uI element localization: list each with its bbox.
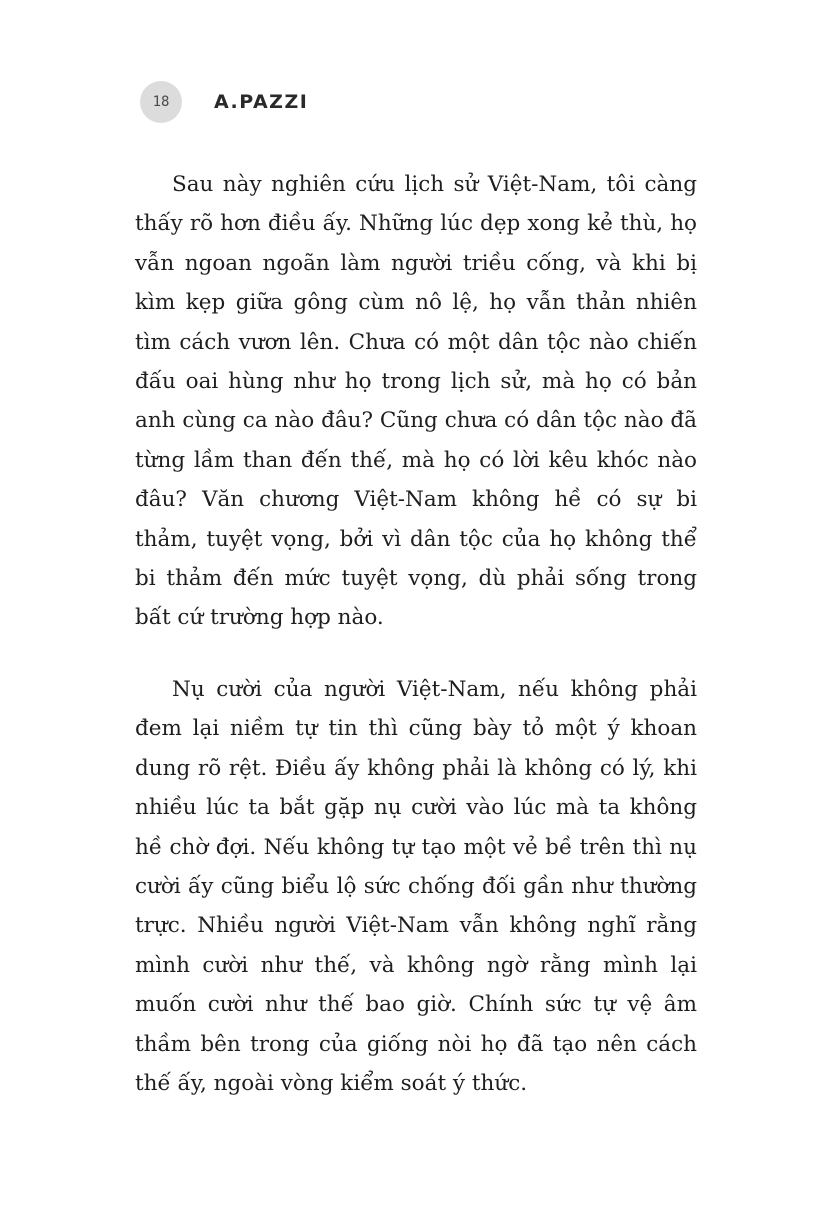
paragraph-2: Nụ cười của người Việt-Nam, nếu không phải đem lại niềm tự tin thì cũng bày tỏ một ý khoan dung rõ rệt. Điều ấy không phải là không có lý, khi nhiều lúc ta bắt gặp nụ cười vào lúc mà ta không hề chờ đợi. Nếu không tự tạo một vẻ bề trên thì nụ cười ấy cũng biểu lộ sức chống đối gần như thường trực. Nhiều người Việt-Nam vẫn không nghĩ rằng mình cười như thế, và không ngờ rằng mình lại muốn cười như thế bao giờ. Chính sức tự vệ âm thầm bên trong của giống nòi họ đã tạo nên cách thế ấy, ngoài vòng kiểm soát ý thức. <box>135 676 697 1096</box>
paragraph-1: Sau này nghiên cứu lịch sử Việt-Nam, tôi càng thấy rõ hơn điều ấy. Những lúc dẹp xong kẻ thù, họ vẫn ngoan ngoãn làm người triều cống, và khi bị kìm kẹp giữa gông cùm nô lệ, họ vẫn thản nhiên tìm cách vươn lên. Chưa có một dân tộc nào chiến đấu oai hùng như họ trong lịch sử, mà họ có bản anh cùng ca nào đâu? Cũng chưa có dân tộc nào đã từng lầm than đến thế, mà họ có lời kêu khóc nào đâu? Văn chương Việt-Nam không hề có sự bi thảm, tuyệt vọng, bởi vì dân tộc của họ không thể bi thảm đến mức tuyệt vọng, dù phải sống trong bất cứ trường hợp nào. <box>135 172 697 631</box>
page-body <box>135 165 697 1103</box>
page-number-badge <box>140 81 182 123</box>
page-number: 18 <box>152 94 170 110</box>
author-name: A.PAZZI <box>214 91 309 113</box>
running-header <box>140 80 308 124</box>
